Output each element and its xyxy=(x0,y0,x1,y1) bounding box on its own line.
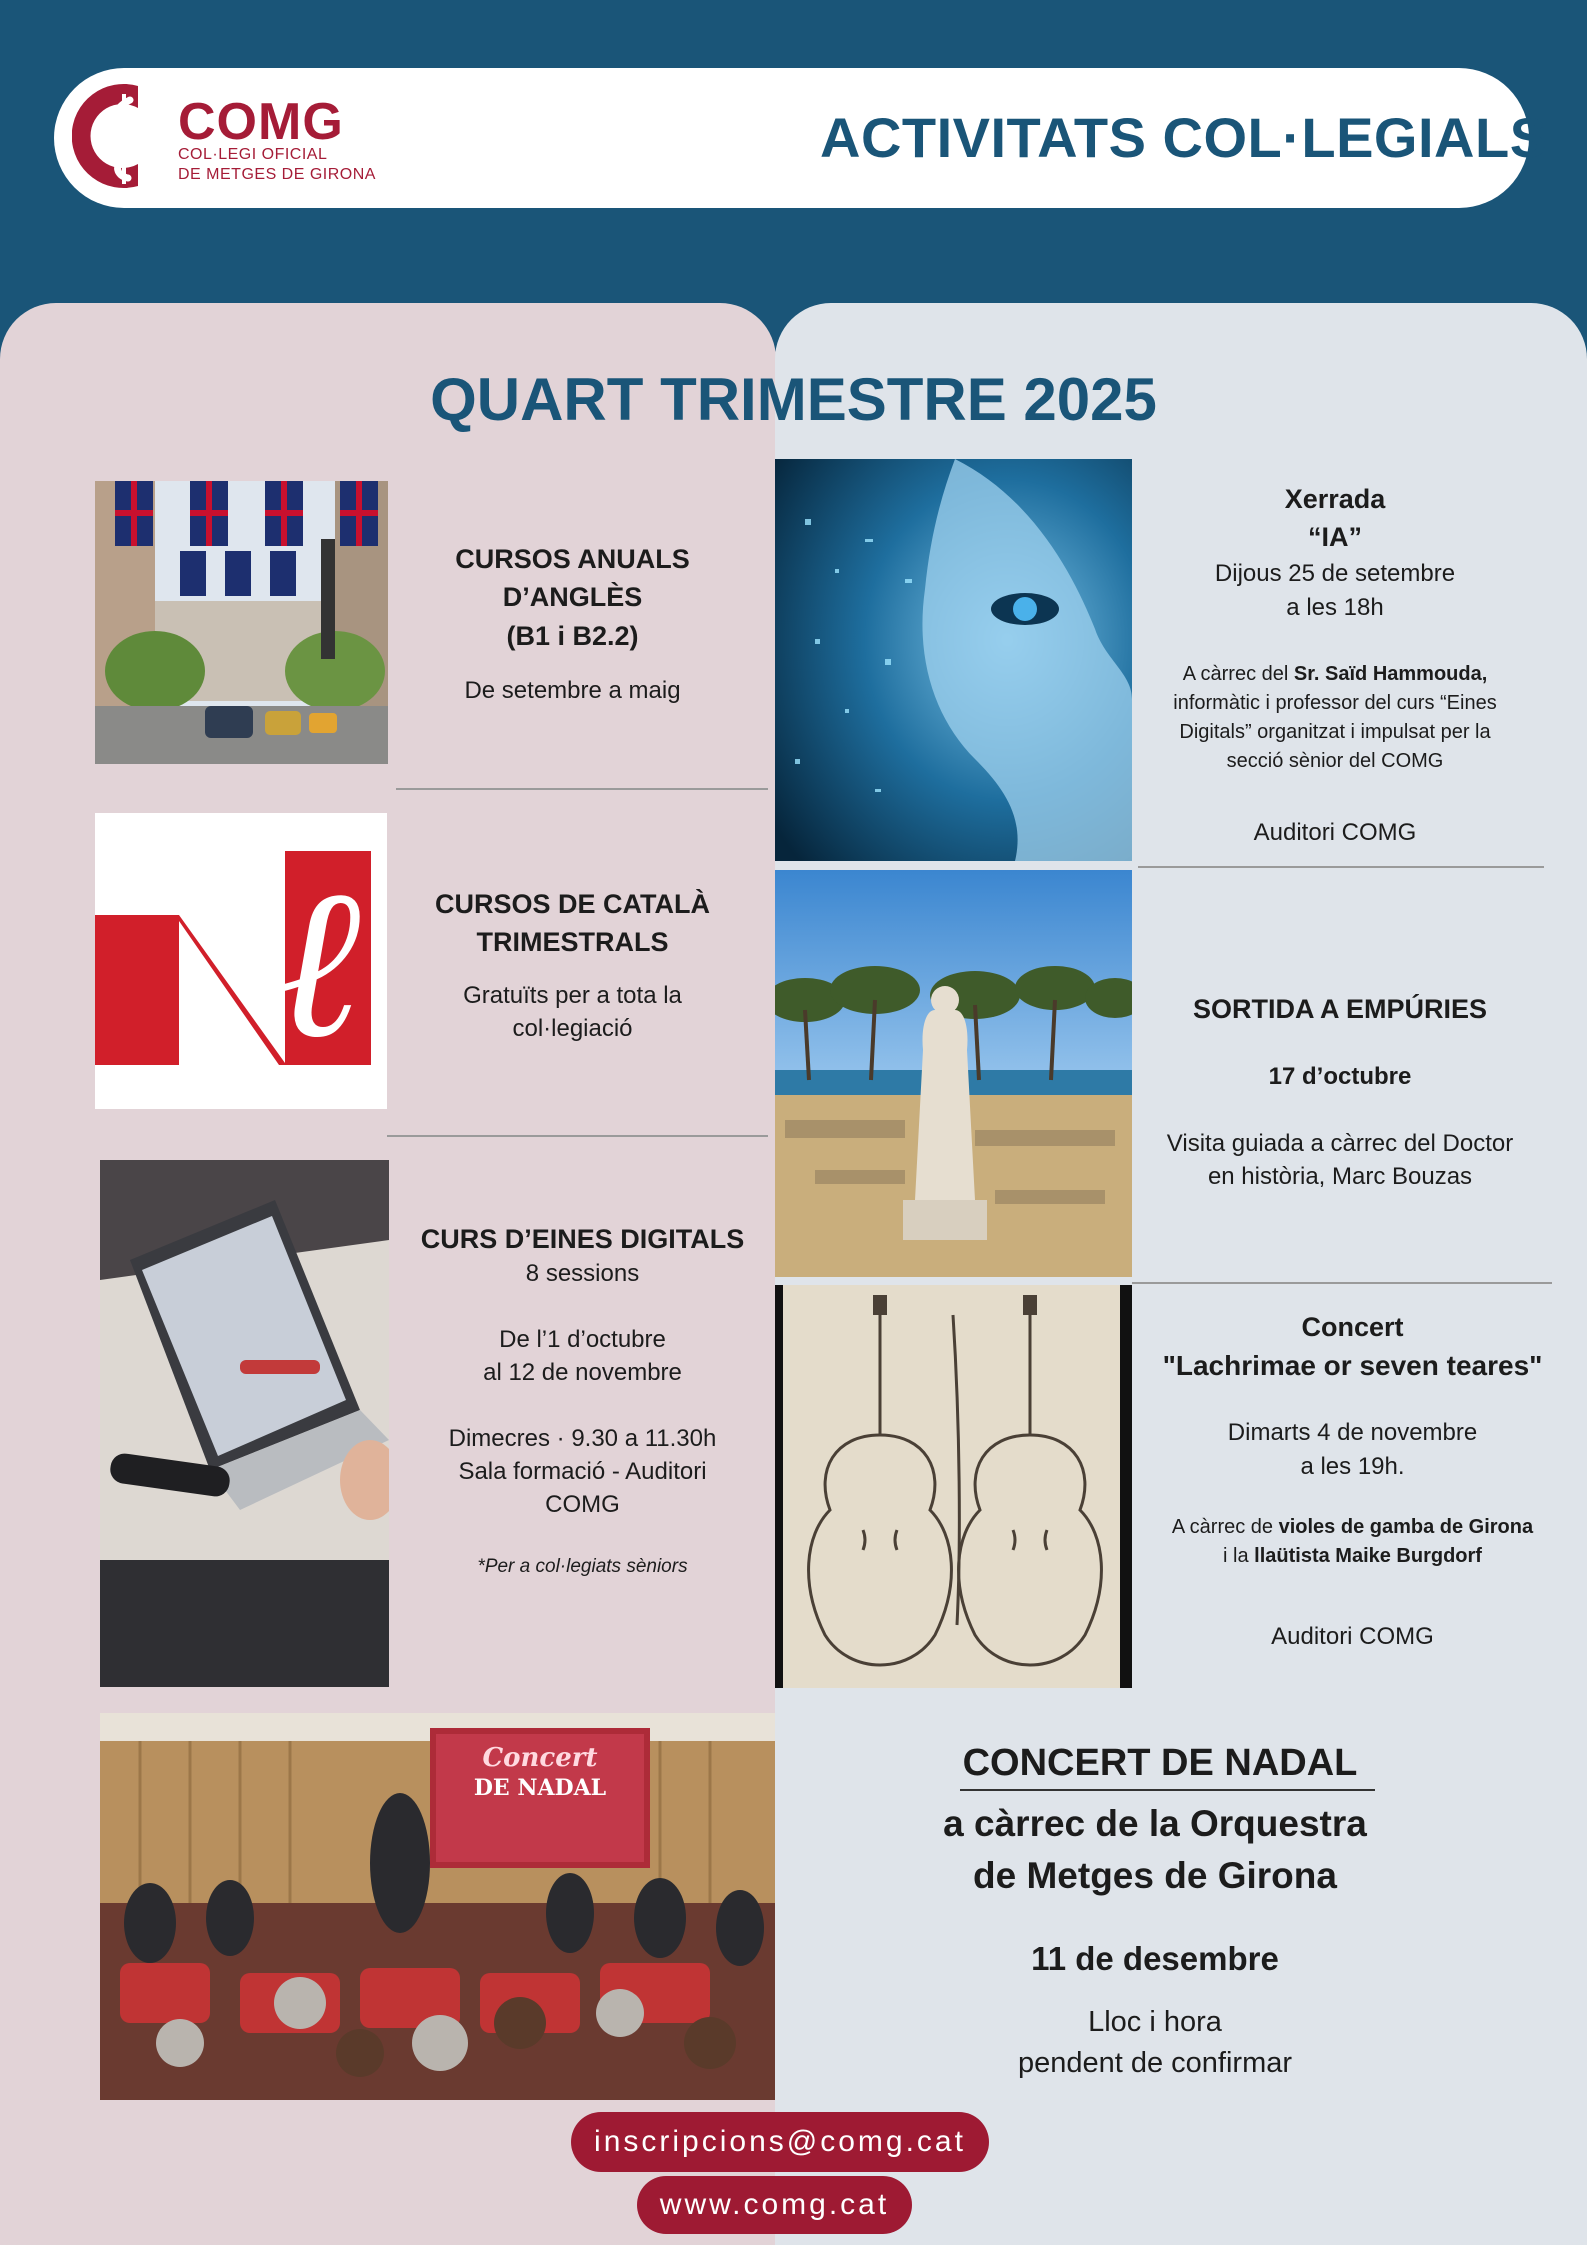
ai-desc-2: informàtic i professor del curs “Eines xyxy=(1173,692,1497,714)
concert-performers-1-name: violes de gamba de Girona xyxy=(1278,1516,1534,1538)
english-dates: De setembre a maig xyxy=(464,677,681,704)
ai-face-photo xyxy=(775,459,1132,861)
christmas-concert-photo xyxy=(100,1713,775,2100)
ai-speaker-prefix: A càrrec del xyxy=(1182,663,1294,685)
concert-title-1: Concert xyxy=(1301,1312,1404,1342)
concert-performers-2 xyxy=(1135,1542,1570,1571)
english-title-2: D’ANGLÈS xyxy=(502,582,643,612)
concert-place: Auditori COMG xyxy=(1271,1623,1434,1650)
ai-title-2: “IA” xyxy=(1308,522,1362,552)
digital-note: *Per a col·legiats sèniors xyxy=(477,1556,688,1577)
empuries-desc-1: Visita guiada a càrrec del Doctor xyxy=(1166,1130,1514,1157)
ai-date-1: Dijous 25 de setembre xyxy=(1214,560,1456,587)
divider xyxy=(387,1135,768,1137)
nadal-sub-2: de Metges de Girona xyxy=(973,1855,1337,1896)
logo-name: COMG xyxy=(178,93,344,151)
digital-dates-1: De l’1 d’octubre xyxy=(499,1326,666,1353)
digital-place-1: Sala formació - Auditori xyxy=(458,1458,707,1485)
catalan-title-1: CURSOS DE CATALÀ xyxy=(435,889,710,919)
concert-date-2: a les 19h. xyxy=(1300,1453,1405,1480)
viola-da-gamba-engraving xyxy=(775,1285,1132,1688)
logo-subtitle-1: COL·LEGI OFICIAL xyxy=(178,146,328,163)
digital-time: Dimecres · 9.30 a 11.30h xyxy=(448,1425,717,1452)
nadal-status-2: pendent de confirmar xyxy=(1017,2047,1293,2079)
empuries-date: 17 d’octubre xyxy=(1268,1063,1412,1090)
svg-text:ℓ: ℓ xyxy=(273,840,361,1085)
empuries-desc-2: en història, Marc Bouzas xyxy=(1207,1163,1473,1190)
catalan-course-logo xyxy=(95,813,387,1109)
nadal-title: CONCERT DE NADAL xyxy=(962,1742,1358,1784)
logo-subtitle-2: DE METGES DE GIRONA xyxy=(178,166,376,183)
laptop-photo xyxy=(100,1160,389,1687)
season-title: QUART TRIMESTRE 2025 xyxy=(430,366,1157,433)
english-title-3: (B1 i B2.2) xyxy=(506,621,639,651)
catalan-desc-2: col·legiació xyxy=(512,1015,633,1042)
ai-desc-4: secció sènior del COMG xyxy=(1226,750,1444,772)
screen-text-1: Concert xyxy=(482,1743,598,1773)
digital-sessions: 8 sessions xyxy=(525,1260,640,1287)
concert-performers-1 xyxy=(1135,1513,1570,1542)
divider xyxy=(1132,1282,1552,1284)
ai-desc-3: Digitals” organitzat i impulsat per la xyxy=(1179,721,1491,743)
page-title: ACTIVITATS COL·LEGIALS xyxy=(820,106,1548,169)
ai-speaker xyxy=(1140,660,1530,689)
website-link[interactable]: www.comg.cat xyxy=(637,2176,912,2234)
nadal-date: 11 de desembre xyxy=(1031,1940,1279,1977)
digital-title: CURS D’EINES DIGITALS xyxy=(420,1224,745,1254)
ai-title-1: Xerrada xyxy=(1284,484,1386,514)
ai-date-2: a les 18h xyxy=(1286,594,1384,621)
english-title-1: CURSOS ANUALS xyxy=(455,544,690,574)
catalan-title-2: TRIMESTRALS xyxy=(476,927,669,957)
empuries-photo xyxy=(775,870,1132,1277)
concert-performers-2-name: llaütista Maike Burgdorf xyxy=(1254,1545,1482,1567)
concert-performers-2-prefix: i la xyxy=(1223,1545,1255,1567)
digital-dates-2: al 12 de novembre xyxy=(483,1359,682,1386)
divider xyxy=(396,788,768,790)
screen-text-2: DE NADAL xyxy=(473,1775,607,1801)
nadal-title-underline xyxy=(960,1789,1375,1791)
concert-title-2: "Lachrimae or seven teares" xyxy=(1162,1350,1543,1381)
email-link[interactable]: inscripcions@comg.cat xyxy=(571,2112,989,2172)
concert-performers-1-prefix: A càrrec de xyxy=(1171,1516,1279,1538)
ai-speaker-name: Sr. Saïd Hammouda, xyxy=(1293,663,1488,685)
empuries-title: SORTIDA A EMPÚRIES xyxy=(1192,994,1488,1024)
london-street-photo xyxy=(95,481,388,764)
digital-place-2: COMG xyxy=(545,1491,620,1518)
divider xyxy=(1138,866,1544,868)
nadal-status-1: Lloc i hora xyxy=(1088,2006,1222,2038)
nadal-sub-1: a càrrec de la Orquestra xyxy=(943,1803,1367,1844)
ai-place: Auditori COMG xyxy=(1253,819,1417,846)
comg-logo-icon xyxy=(72,80,168,192)
catalan-desc-1: Gratuïts per a tota la xyxy=(463,982,682,1009)
concert-date-1: Dimarts 4 de novembre xyxy=(1227,1419,1478,1446)
